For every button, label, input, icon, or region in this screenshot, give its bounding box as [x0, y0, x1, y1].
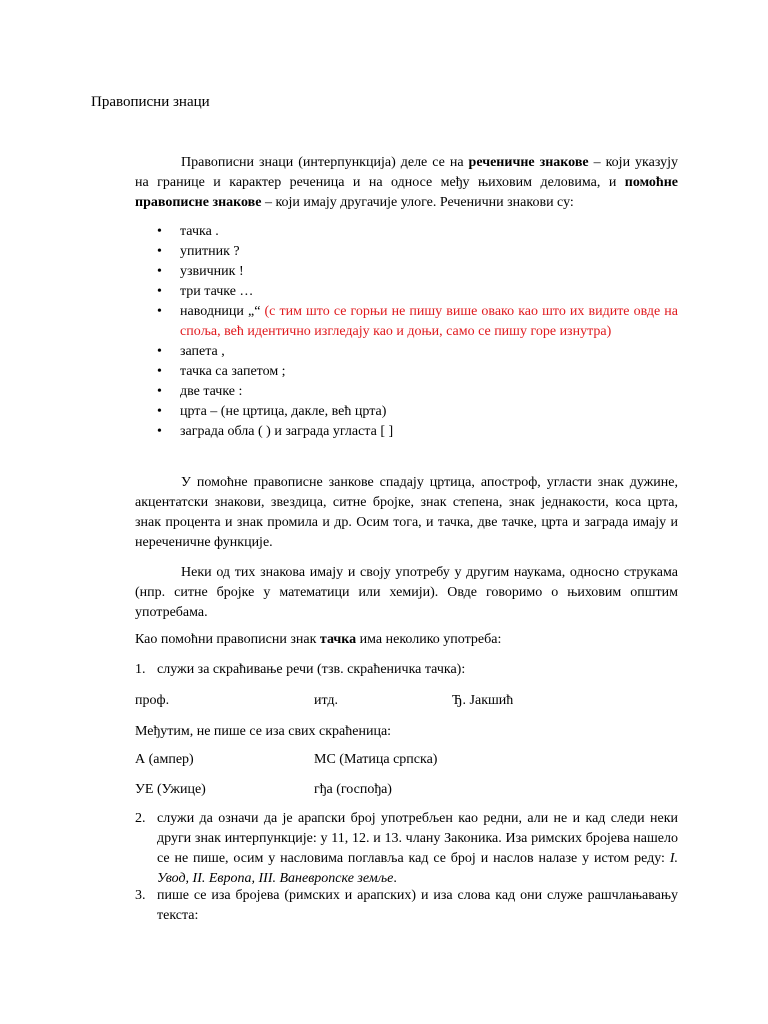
example-no-dot: А (ампер): [135, 752, 194, 767]
bullet-icon: •: [157, 364, 162, 379]
example-abbrev: проф.: [135, 693, 170, 708]
page-title: Правописни знаци: [91, 94, 210, 110]
intro-text-3: – који имају другачије улоге. Реченични знакови су:: [261, 195, 574, 210]
bullet-icon: •: [157, 424, 162, 439]
numbered-item-2: 2. служи да означи да је арапски број употребљен као редни, али не и кад следи неки други знак интерпункције: у 11, 12. и 13. члану Законика. Иза римских бројева нашело се не пише, осим у насловима поглавља кад се број и наслов налазе у истом реду: I. Увод, II. Европа, III. Ваневропске земље.: [135, 811, 678, 886]
item-text: служи за скраћивање речи (тзв. скраћеничка тачка):: [157, 662, 466, 677]
bullet-icon: •: [157, 304, 162, 319]
list-item: • црта – (не цртица, дакле, већ црта): [157, 402, 678, 422]
list-item: • две тачке :: [157, 382, 678, 402]
intro-text-2: – који указују на границе и карактер реченица и на односе међу њиховим деловима, и: [135, 155, 678, 190]
example-no-dot: МС (Матица српска): [314, 752, 438, 767]
numbered-item-3: [135, 886, 678, 926]
quotes-note: (с тим што се горњи не пишу више овако као што их видите овде на спољa, већ идентично изгледају као и доњи, само се пишу горе изнутра): [180, 304, 678, 339]
list-item: • тачка са запетом ;: [157, 362, 678, 382]
item-text: служи да означи да је арапски број употребљен као редни, али не и кад следи неки други знак интерпункције: у 11, 12. и 13. члану Законика. Иза римских бројева нашело се не пише, осим у насловима поглавља кад се број и наслов налазе у истом реду:: [157, 811, 678, 866]
bullet-icon: •: [157, 384, 162, 399]
item-italic-example: I. Увод, II. Европа, III. Ваневропске земље: [157, 851, 678, 886]
dot-term: тачка: [319, 632, 357, 647]
bullet-icon: •: [157, 404, 162, 419]
bullet-icon: •: [157, 344, 162, 359]
other-uses-paragraph: Неки од тих знакова имају и своју употребу у другим наукама, односно струкама (нпр. ситне бројке у математици или хемији). Овде говоримо о њиховим општим употребама.: [135, 565, 678, 620]
intro-bold-2: помоћне правописне знакове: [135, 175, 678, 210]
list-item: • упитник ?: [157, 242, 678, 262]
auxiliary-signs-paragraph: У помоћне правописне занкове спадају цртица, апостроф, угласти знак дужине, акцентатски знакови, звездица, ситне бројке, знак степена, знак једнакости, коса црта, знак процента и знак промила и др. Осим тога, и тачка, две тачке, црта и заграда имају и нереченичне функције.: [135, 475, 678, 550]
intro-bold-1: реченичне знакове: [468, 155, 589, 170]
numbered-item-1: [135, 660, 678, 680]
intro-paragraph: [135, 153, 678, 213]
bullet-icon: •: [157, 244, 162, 259]
bullet-icon: •: [157, 284, 162, 299]
item-number: 1.: [135, 662, 146, 677]
list-item: • запета ,: [157, 342, 678, 362]
list-item: • наводници „“ (с тим што се горњи не пишу више овако као што их видите овде на спољa, већ идентично изгледају као и доњи, само се пишу горе изнутра): [157, 304, 678, 339]
list-item: • тачка .: [157, 222, 678, 242]
punctuation-list: [157, 222, 678, 442]
example-abbrev: Ђ. Јакшић: [452, 693, 514, 708]
item-number: 2.: [135, 811, 146, 826]
example-no-dot: гђа (госпођа): [314, 782, 392, 797]
bullet-icon: •: [157, 224, 162, 239]
list-item: • узвичник !: [157, 262, 678, 282]
list-item: • три тачке …: [157, 282, 678, 302]
dot-uses-intro: Као помоћни правописни знак тачка има неколико употреба:: [135, 632, 502, 647]
however-line: Међутим, не пише се иза свих скраћеница:: [135, 724, 392, 739]
example-no-dot: УЕ (Ужице): [135, 782, 206, 797]
list-item: • заграда обла ( ) и заграда угласта [ ]: [157, 422, 678, 442]
item-text: пише се иза бројева (римских и арапских) и иза слова кад они служе рашчлањавању текста:: [157, 888, 678, 923]
intro-text-1: Правописни знаци (интерпункција) деле се на: [181, 155, 469, 170]
item-number: 3.: [135, 888, 146, 903]
example-abbrev: итд.: [314, 693, 339, 708]
bullet-icon: •: [157, 264, 162, 279]
